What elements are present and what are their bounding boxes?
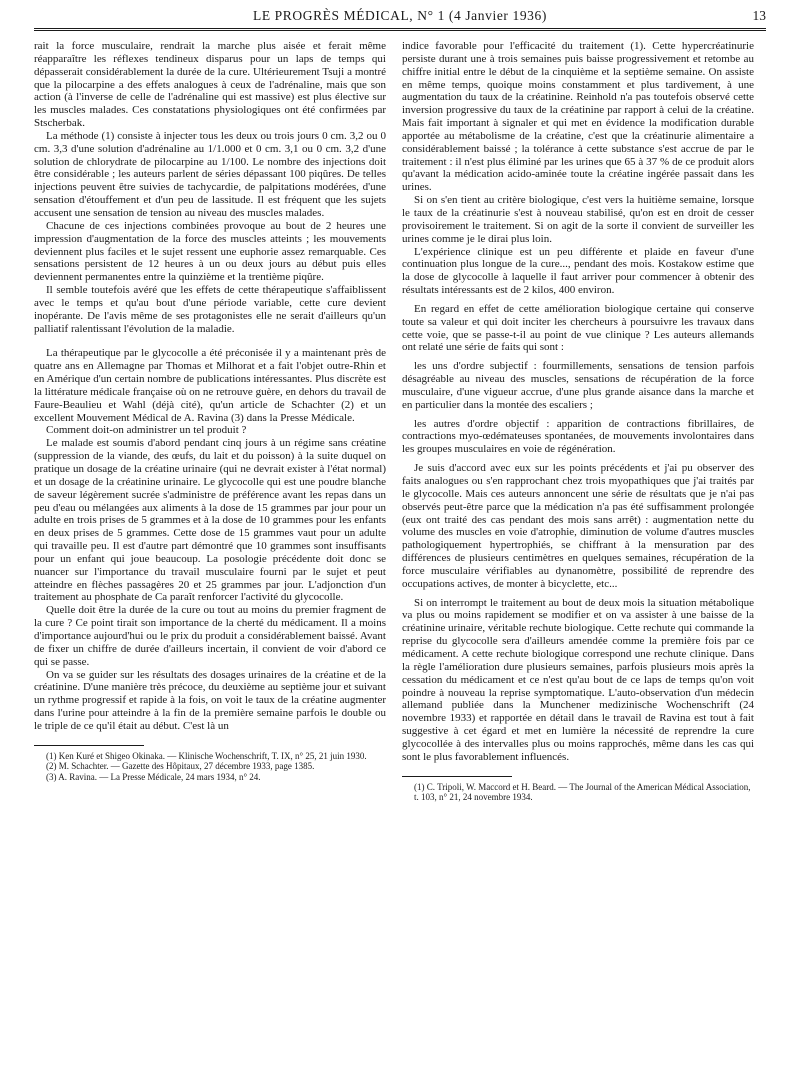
- footnote: (2) M. Schachter. — Gazette des Hôpitaux, 27 décembre 1933, page 1385.: [46, 761, 315, 772]
- paragraph: L'expérience clinique est un peu différente et plaide en faveur d'une continuation plus longue de la cure..., pendant des mois. Kostakow estime que la dose de glycocolle à laquelle il faut arriver pour commencer à obtenir des résultats intéressants est de 2 kilos, 400 environ.: [402, 245, 754, 297]
- footnote: (3) A. Ravina. — La Presse Médicale, 24 mars 1934, n° 24.: [46, 771, 261, 782]
- paragraph: En regard en effet de cette amélioration biologique certaine qui conserve toute sa valeur et qui doit inciter les chercheurs à poursuivre les travaux dans cette voie, que se passe-t-il au point de vue clinique ? Les auteurs allemands ont relaté une série de faits qui sont :: [402, 302, 754, 354]
- footnote-divider: [402, 776, 512, 777]
- paragraph: Il semble toutefois avéré que les effets de cette thérapeutique s'affaiblissent avec le temps et qu'au bout d'une période variable, cette cure devient inopérante. De l'avis même de ses protagonistes elle ne serait d'ailleurs qu'un palliatif ralentissant l'évolution de la maladie.: [34, 284, 386, 335]
- paragraph: les uns d'ordre subjectif : fourmillements, sensations de tension parfois désagréable au niveau des muscles, sensations de récupération de la force musculaire, d'une vigueur accrue, d'une plus grande aisance dans la marche et en particulier dans la montée des escaliers ;: [402, 360, 754, 411]
- page-header: [34, 6, 766, 31]
- paragraph: La thérapeutique par le glycocolle a été préconisée il y a maintenant près de quatre ans en Allemagne par Thomas et Milhorat et a fait l'objet outre-Rhin et en Amérique d'un certain nombre de publications intéressantes. Plus discrète est la littérature médicale française où on ne retrouve guère, en dehors du travail de Faure-Beaulieu et Wahl (déjà cité), qu'un article de Schachter (2) et un excellent Mouvement Médical de A. Ravina (3) dans la Presse Médicale.: [34, 347, 386, 424]
- right-column: [402, 40, 754, 802]
- paragraph: Si on s'en tient au critère biologique, c'est vers la huitième semaine, lorsque le taux de la créatinurie s'est à nouveau stabilisé, qu'on est en droit de cesser provisoirement le traitement. Si on agit de la sorte il convient de surveiller les urines comme je le dirai plus loin.: [402, 194, 754, 245]
- paragraph: les autres d'ordre objectif : apparition de contractions fibrillaires, de contractions myo-œdémateuses spontanées, de mouvements involontaires dans les groupes musculaires en voie de régénération.: [402, 417, 754, 456]
- paragraph: rait la force musculaire, rendrait la marche plus aisée et ferait même réapparaître les réflexes tendineux disparus pour un laps de temps qui dépasserait considérablement la durée de la cure. Ultérieurement Tsuji a montré que la pilocarpine a des effets analogues à ceux de l'adrénaline, mais que son action (à l'inverse de celle de l'adrénaline qui est massive) est plus élective sur les muscles malades. Ces constatations physiologiques ont été confirmées par Stscherbak.: [34, 40, 386, 130]
- paragraph: Le malade est soumis d'abord pendant cinq jours à un régime sans créatine (suppression de la viande, des œufs, du lait et du poisson) à la suite duquel on pratique un dosage de la créatine urinaire (qui ne devrait exister à l'état normal) et un dosage de la créatinine urinaire. Le glycocolle qui est une poudre blanche de saveur légèrement sucrée s'administre de préférence avant les repas dans un peu d'eau ou mélangées aux aliments à la dose de 15 grammes par jour pour un adulte en trois prises de 5 grammes et à la dose de 10 grammes pour les enfants en deux prises de 5 grammes. Cette dose de 15 grammes vaut pour un adulte qui travaille peu. Il est d'autre part démontré que 10 grammes sont insuffisants pour un enfant qui joue beaucoup. La posologie précédente doit donc se nuancer sur l'importance du travail musculaire fourni par le sujet et peut atteindre en flèches passagères 20 et 25 grammes par jour. L'adjonction d'un traitement au phosphate de Ca paraît renforcer l'activité du glycocolle.: [34, 437, 386, 604]
- paragraph: Chacune de ces injections combinées provoque au bout de 2 heures une impression d'augmentation de la force des muscles atteints ; les mouvements deviennent plus faciles et le sujet ressent une euphorie assez remarquable. Ces sensations persistent de 12 heures à un ou deux jours au début puis elles deviennent permanentes entre la quinzième et la trentième piqûre.: [34, 219, 386, 284]
- footnote-divider: [34, 745, 144, 746]
- paragraph: Je suis d'accord avec eux sur les points précédents et j'ai pu observer des faits analogues ou s'en rapprochant chez trois myopathiques que j'ai traités par le glycocolle. Mais ces auteurs annoncent une série de résultats que je n'ai pas observés peut-être parce que la médication n'a pas été suffisamment prolongée (eux ont traité des cas pendant des mois sans arrêt) : augmentation nette du volume des muscles en voie d'atrophie, diminution de volume d'autres muscles pathologiquement hypertrophiés, se chiffrant à la mensuration par des différences de plusieurs centimètres en quelques semaines, récupération de la force musculaire vérifiables au dynanomètre, possibilité de reprendre des occupations actives, de monter à bicyclette, etc...: [402, 462, 754, 590]
- paragraph: Quelle doit être la durée de la cure ou tout au moins du premier fragment de la cure ? Ce point tirait son importance de la cherté du médicament. Il a moins d'importance aujourd'hui ou le prix du produit a considérablement baissé. Avant de fixer un chiffre de durée d'ailleurs incertain, il convient de voir d'abord ce qui se passe.: [34, 604, 386, 668]
- paragraph: indice favorable pour l'efficacité du traitement (1). Cette hypercréatinurie persiste durant une à trois semaines puis baisse progressivement et retombe au chiffre initial entre le début de la cinquième et la septième semaine. On assiste en même temps, quoique moins constamment et plus tardivement, à une augmentation du taux de la créatinine. Reinhold n'a pas toutefois observé cette inversion progressive du taux de la créatinine par rapport à celui de la créatine. Mais fait important à signaler et qui met en évidence la modification durable apportée au métabolisme de la créatine, c'est que la créatinurie alimentaire a considérablement baissé ; la tolérance à cette substance s'est accrue de par le traitement : il n'est plus éliminé par les urines que 65 à 37 % de ce produit alors qu'avant la médication acido-aminée toute la créatine ingérée passait dans les urines.: [402, 40, 754, 194]
- paragraph: On va se guider sur les résultats des dosages urinaires de la créatine et de la créatinine. D'une manière très précoce, du deuxième au septième jour et suivant un rythme progressif et rapide à la fois, on voit le taux de la créatine augmenter dans l'urine pour atteindre à la fin de la première semaine parfois le double ou le triple de ce qu'il était au début. C'est là un: [34, 668, 386, 732]
- footnote: (1) Ken Kuré et Shigeo Okinaka. — Klinische Wochenschrift, T. IX, n° 25, 21 juin 1930.: [46, 750, 367, 761]
- left-column: [34, 40, 386, 782]
- footnote: (1) C. Tripoli, W. Maccord et H. Beard. — The Journal of the American Médical Association, t. 103, n° 21, 24 novembre 1934.: [414, 781, 751, 802]
- paragraph: La méthode (1) consiste à injecter tous les deux ou trois jours 0 cm. 3,2 ou 0 cm. 3,3 d'une solution d'adrénaline au 1/1.000 et 0 cm. 3,1 ou 0 cm. 3,2 d'une solution de chlorydrate de pilocarpine au 1/100. Le nombre des injections doit être considérable ; les auteurs parlent de séries dépassant 100 piqûres. De telles injections peuvent être suivies de tachycardie, de palpitations modérées, d'une sensation d'étouffement et d'un peu de lassitude. Il est fréquent que les sujets accusent une sensation de tension au niveau des muscles malades.: [34, 129, 386, 219]
- paragraph: Si on interrompt le traitement au bout de deux mois la situation métabolique va plus ou moins rapidement se modifier et on va assister à une baisse de la créatinine urinaire, véritable rechute biologique. Cette rechute qui commande la reprise du glycocolle sera d'ailleurs amendée comme la première fois par ce médicament. A cette rechute biologique correspond une rechute clinique. Dans la règle l'amélioration dure plusieurs semaines, parfois plusieurs mois après la cessation du médicament et ce n'est qu'au bout de ce laps de temps qu'on voit poindre à nouveau la reprise symptomatique. L'auto-observation d'un médecin allemand publiée dans la Munchener medizinische Wochenschrift (24 novembre 1933) et rapportée en détail dans le travail de Ravina est tout à fait suggestive à cet égard et met en lumière la nécessité de reprendre la cure glycocollée à des intervalles plus ou moins rapprochés, même dans les cas qui sont le plus favorablement influencés.: [402, 596, 754, 763]
- running-title: LE PROGRÈS MÉDICAL, N° 1 (4 Janvier 1936): [253, 8, 547, 23]
- paragraph: Comment doit-on administrer un tel produit ?: [46, 424, 247, 437]
- page-number: 13: [752, 8, 766, 23]
